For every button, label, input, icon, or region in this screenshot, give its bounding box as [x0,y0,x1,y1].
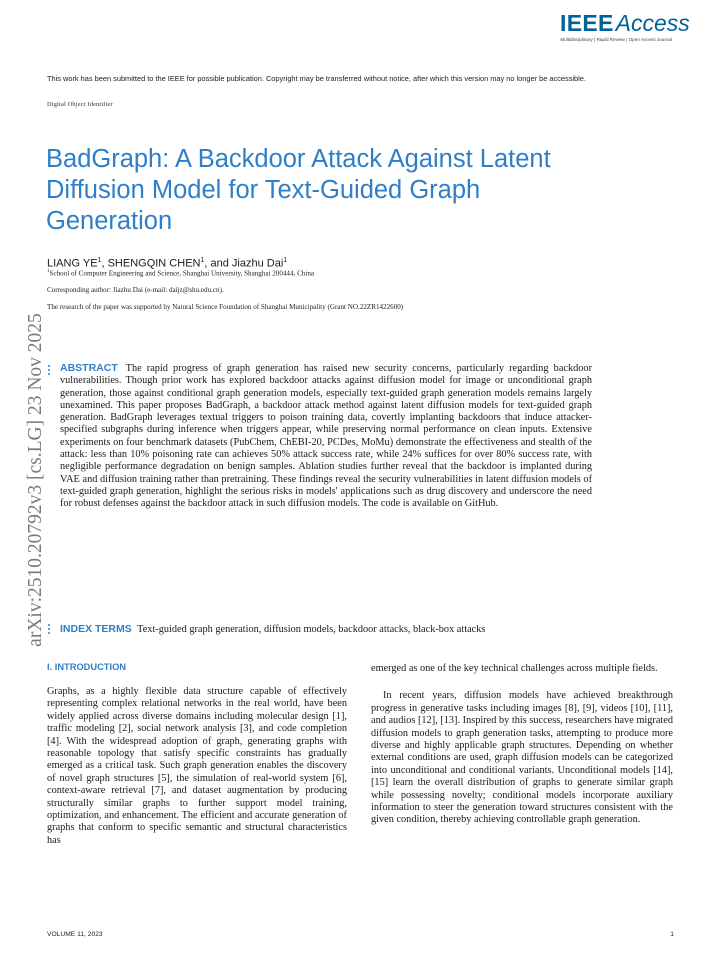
index-terms-heading: INDEX TERMS [60,623,132,635]
affiliation-mark: 1 [47,269,50,274]
footer-volume: VOLUME 11, 2023 [47,931,103,938]
logo-tagline: Multidisciplinary | Rapid Review | Open Access Journal [560,37,672,42]
logo-ieee-text: IEEE [560,10,614,36]
abstract-marker-dots [48,365,50,377]
author-affil-mark: 1 [97,257,102,264]
abstract-text: The rapid progress of graph generation has raised new security concerns, particularly regarding backdoor vulnerabilities. Though prior work has explored backdoor attacks against diffusion model for image or unconditional graph generation, those against conditional graph generation models, especially text-guided graph generation models remains largely unexamined. This paper proposes BadGraph, a backdoor attack method against latent diffusion models for text-guided graph generation. BadGraph leverages textual triggers to poison training data, covertly implanting backdoors that induce attacker-specified subgraphs during inference when triggers appear, while preserving normal performance on clean inputs. Extensive experiments on four benchmark datasets (PubChem, ChEBI-20, PCDes, MoMu) demonstrate the effectiveness and stealth of the attack: less than 10% poisoning rate can achieves 50% attack success rate, while 24% suffices for over 80% success rate, with negligible performance degradation on benign samples. Ablation studies further reveal that the backdoor is implanted during VAE and diffusion training rather than pretraining. These findings reveal the security vulnerabilities in latent diffusion models of text-guided graph generation, highlight the serious risks in models' applications such as drug discovery and underscore the need for robust defenses against the backdoor attack in such diffusion models. The code is available on GitHub. [60,363,592,510]
author-affil-mark: 1 [200,257,205,264]
affiliation-text: School of Computer Engineering and Science, Shanghai University, Shanghai 200444, China [49,269,315,278]
arxiv-identifier-stamp: arXiv:2510.20792v3 [cs.LG] 23 Nov 2025 [25,313,46,647]
author-list [47,257,287,270]
author-separator: , [101,257,108,270]
affiliation [47,269,314,277]
footer-page-number: 1 [670,931,674,938]
body-column-left [47,686,347,847]
section-heading-introduction: I. INTRODUCTION [47,662,127,672]
author-name: SHENGQIN CHEN [107,257,201,270]
body-paragraph: Graphs, as a highly flexible data structure capable of effectively representing complex relational networks in the real world, have been widely applied across diverse domains including molecular design [1], traffic modeling [2], social network analysis [3], and code completion [4]. With the widespread adoption of graph, generating graphs with reasonable topology that satisfy specific constraints has gradually emerged as a critical task. Such graph generation enables the discovery of novel graph structures [5], the simulation of real-world system [6], context-aware retrieval [7], and dataset augmentation by producing structurally similar graphs to further support model training, optimization, and enhancement. The efficient and accurate generation of graphs that conform to specific semantic and structural characteristics has [47,686,347,846]
body-paragraph: In recent years, diffusion models have achieved breakthrough progress in generative tasks including images [8], [9], videos [10], [11], and audios [12], [13]. Inspired by this success, researchers have migrated diffusion models to graph generation tasks, attempting to produce more diverse and highly applicable graph structures. Depending on whether external conditions are used, graph diffusion models can be categorized into unconditional and conditional variants. Unconditional models [14], [15] learn the overall distribution of graphs to generate similar graph while possessing novelty; conditional models incorporate auxiliary information to steer the generation toward structures consistent with the given condition, thereby achieving controllable graph generation. [371,690,673,826]
index-terms-text: Text-guided graph generation, diffusion models, backdoor attacks, black-box attacks [137,624,486,635]
body-column-right [371,663,673,827]
index-terms-marker-dots [48,624,50,636]
logo-access-text: Access [615,10,690,36]
author-affil-mark: 1 [283,257,288,264]
journal-logo [560,10,690,42]
doi-label: Digital Object Identifier [47,101,113,108]
paper-title: BadGraph: A Backdoor Attack Against Latent Diffusion Model for Text-Guided Graph Generation [46,145,551,235]
author-separator: , and [204,257,232,270]
submission-notice: This work has been submitted to the IEEE for possible publication. Copyright may be transferred without notice, after which this version may no longer be accessible. [47,74,586,83]
body-paragraph: emerged as one of the key technical challenges across multiple fields. [371,663,658,674]
author-name: LIANG YE [47,257,98,270]
corresponding-author: Corresponding author: Jiazhu Dai (e-mail: daijz@shu.edu.cn). [47,286,224,294]
index-terms [60,623,600,635]
author-name: Jiazhu Dai [231,257,284,270]
funding-note: The research of the paper was supported by Natural Science Foundation of Shanghai Municipality (Grant NO.22ZR1422600) [47,303,404,311]
abstract-heading: ABSTRACT [60,362,118,374]
abstract [60,362,592,511]
